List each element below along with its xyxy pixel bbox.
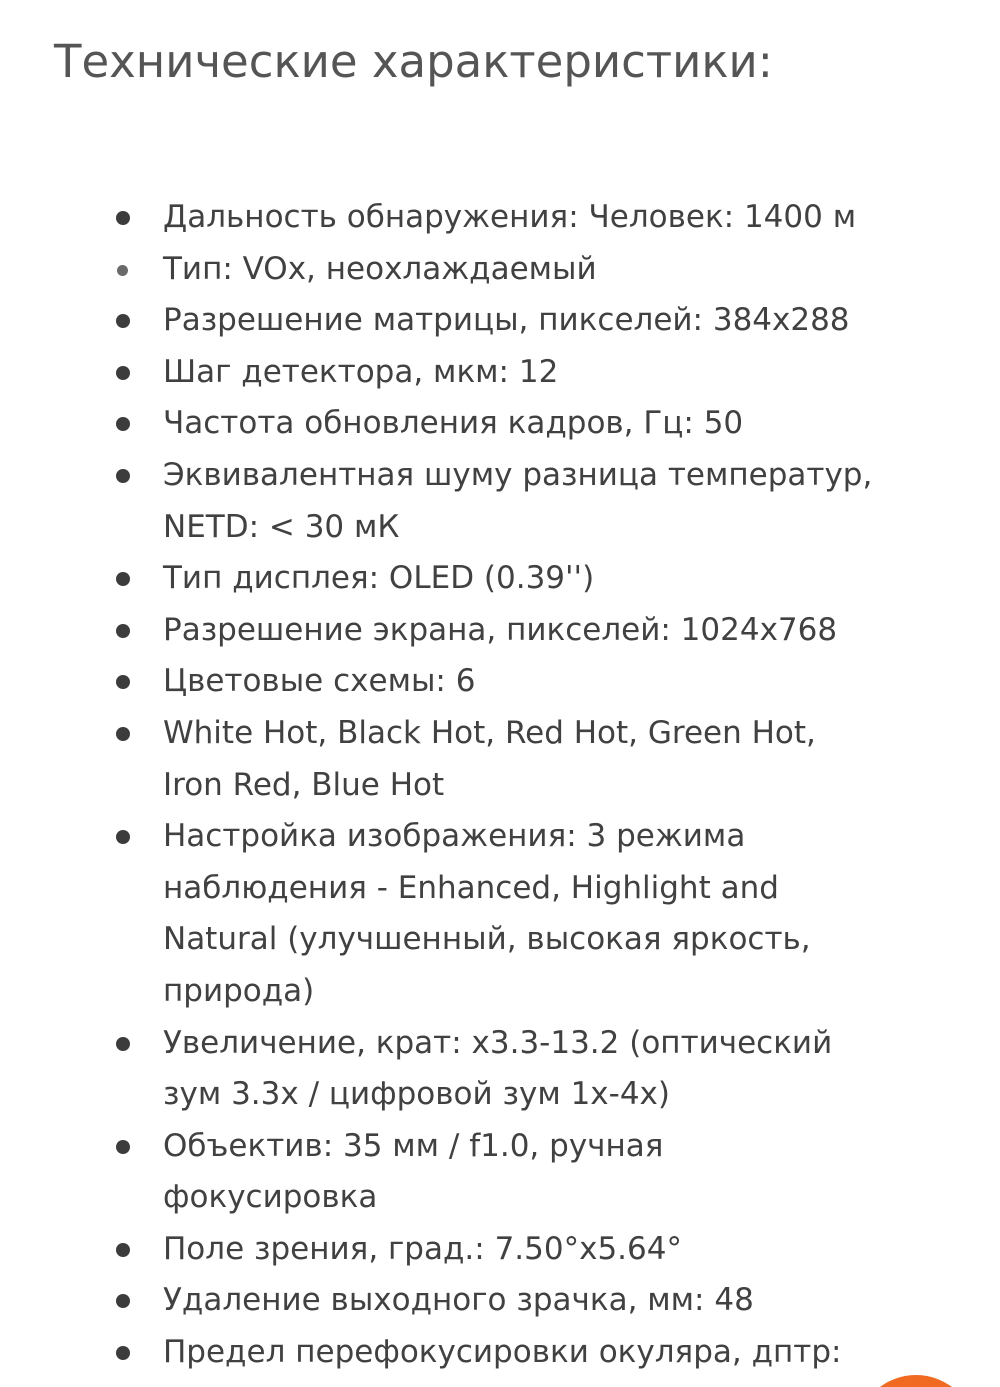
spec-text: White Hot, Black Hot, Red Hot, Green Hot,: [163, 714, 816, 751]
bullet-icon: [116, 624, 130, 638]
bullet-icon: [117, 265, 128, 276]
spec-item: [0, 347, 1000, 399]
spec-text: Эквивалентная шуму разница температур,: [163, 456, 873, 493]
spec-item: [0, 811, 1000, 1017]
spec-item: [0, 1121, 1000, 1224]
bullet-icon: [116, 727, 130, 741]
spec-text: Частота обновления кадров, Гц: 50: [163, 405, 744, 442]
spec-text: Цветовые схемы: 6: [163, 663, 476, 700]
spec-item: [0, 295, 1000, 347]
spec-text: зум 3.3x / цифровой зум 1x-4x): [163, 1076, 670, 1113]
spec-text: Дальность обнаружения: Человек: 1400 м: [163, 199, 857, 235]
spec-text: Объектив: 35 мм / f1.0, ручная: [163, 1127, 664, 1164]
bullet-icon: [116, 1037, 130, 1051]
spec-text: Шаг детектора, мкм: 12: [163, 353, 559, 390]
bullet-icon: [116, 314, 130, 328]
bullet-icon: [116, 572, 130, 586]
spec-item: [0, 656, 1000, 708]
bullet-icon: [116, 675, 130, 689]
spec-item: [0, 708, 1000, 811]
spec-item: [0, 192, 1000, 244]
spec-text: Разрешение матрицы, пикселей: 384x288: [163, 302, 850, 339]
bullet-icon: [116, 366, 130, 380]
bullet-icon: [116, 1140, 130, 1154]
spec-text: фокусировка: [163, 1179, 378, 1216]
spec-text: Увеличение, крат: x3.3-13.2 (оптический: [163, 1024, 833, 1061]
spec-text: Тип дисплея: OLED (0.39''): [163, 560, 595, 597]
bullet-icon: [116, 211, 130, 225]
spec-item: [0, 1327, 1000, 1379]
spec-text: NETD: < 30 мК: [163, 508, 400, 545]
spec-item: [0, 1224, 1000, 1276]
spec-text: Удаление выходного зрачка, мм: 48: [163, 1282, 754, 1319]
page-title: Технические характеристики:: [54, 35, 773, 88]
spec-item: [0, 1018, 1000, 1121]
spec-text: наблюдения - Enhanced, Highlight and: [163, 869, 779, 906]
spec-item: [0, 605, 1000, 657]
spec-text: Настройка изображения: 3 режима: [163, 818, 746, 855]
spec-item: [0, 553, 1000, 605]
spec-list: [0, 192, 1000, 1379]
spec-text: Поле зрения, град.: 7.50°x5.64°: [163, 1230, 682, 1267]
spec-text: природа): [163, 972, 315, 1009]
spec-text: Разрешение экрана, пикселей: 1024x768: [163, 611, 838, 648]
bullet-icon: [116, 1243, 130, 1257]
spec-item: [0, 398, 1000, 450]
bullet-icon: [116, 830, 130, 844]
spec-text: Предел перефокусировки окуляра, дптр:: [163, 1334, 842, 1371]
bullet-icon: [116, 469, 130, 483]
bullet-icon: [116, 1346, 130, 1360]
spec-item: [0, 244, 1000, 296]
spec-text: Iron Red, Blue Hot: [163, 766, 445, 803]
spec-text: Тип: VOx, неохлаждаемый: [163, 250, 597, 287]
spec-item: [0, 450, 1000, 553]
bullet-icon: [116, 417, 130, 431]
bullet-icon: [116, 1294, 130, 1308]
spec-text: Natural (улучшенный, высокая яркость,: [163, 921, 811, 958]
spec-item: [0, 1275, 1000, 1327]
